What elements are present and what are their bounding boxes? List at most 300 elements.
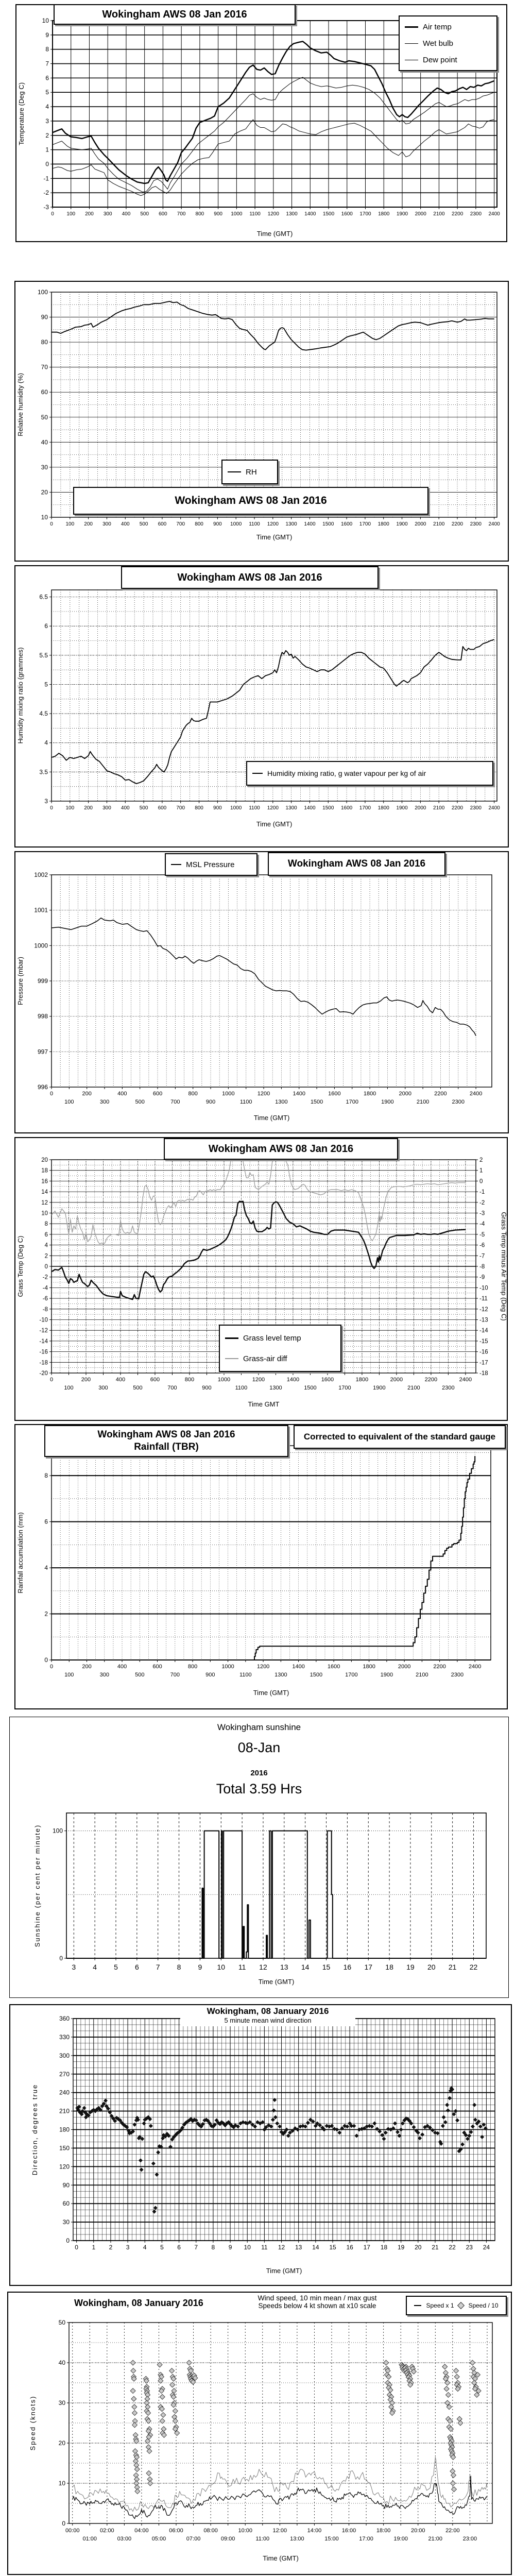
svg-text:1200: 1200 [267,805,279,811]
panel-mixing-ratio [14,565,509,848]
svg-text:1000: 1000 [222,1091,235,1097]
svg-text:400: 400 [121,805,130,811]
svg-text:9: 9 [198,1963,202,1971]
svg-text:2200: 2200 [451,521,464,527]
svg-text:21:00: 21:00 [428,2536,443,2542]
svg-text:2400: 2400 [488,521,500,527]
svg-text:Grass Temp (Deg C): Grass Temp (Deg C) [16,1235,24,1297]
svg-text:9: 9 [228,2244,232,2251]
svg-text:1900: 1900 [381,1099,394,1105]
svg-text:21: 21 [448,1963,457,1971]
rh-line-icon [228,471,241,472]
mixing-ratio-line-icon [252,773,263,774]
svg-text:18: 18 [385,1963,393,1971]
svg-text:4: 4 [143,2244,147,2251]
svg-text:6: 6 [44,1231,48,1238]
svg-text:30: 30 [41,463,48,471]
svg-text:1800: 1800 [377,521,389,527]
svg-text:Grass Temp minus Air Temp (Deg: Grass Temp minus Air Temp (Deg C) [500,1212,508,1321]
svg-text:2200: 2200 [434,1091,447,1097]
chart-title-line2: Rainfall (TBR) [134,1442,199,1452]
svg-text:0: 0 [49,1377,54,1383]
svg-text:-1: -1 [479,1189,485,1196]
svg-text:700: 700 [170,1672,180,1678]
svg-text:18: 18 [41,1167,48,1174]
svg-text:0: 0 [50,805,53,811]
svg-text:200: 200 [84,805,93,811]
svg-text:-11: -11 [479,1296,488,1302]
svg-text:-10: -10 [479,1285,488,1292]
svg-text:-9: -9 [479,1274,485,1281]
wind-direction-chart [10,2005,513,2287]
svg-text:11: 11 [261,2244,268,2251]
svg-text:-1: -1 [43,175,49,182]
svg-text:06:00: 06:00 [169,2528,183,2534]
svg-text:Time (GMT): Time (GMT) [263,2554,299,2562]
svg-text:-8: -8 [42,1306,48,1313]
svg-text:18: 18 [380,2244,388,2251]
svg-text:Time (GMT): Time (GMT) [258,1978,295,1986]
svg-text:1100: 1100 [249,521,260,527]
wind-speed-legend [406,2296,507,2315]
svg-text:300: 300 [102,805,111,811]
svg-text:500: 500 [135,1672,145,1678]
svg-text:9: 9 [45,31,49,39]
relative-humidity-chart [15,282,510,563]
svg-text:180: 180 [59,2126,70,2133]
svg-text:Time GMT: Time GMT [248,1400,280,1408]
svg-text:600: 600 [152,1664,162,1670]
svg-text:12:00: 12:00 [272,2528,287,2534]
svg-text:1900: 1900 [396,211,408,217]
svg-text:4: 4 [45,103,49,111]
svg-text:50: 50 [58,2319,65,2326]
svg-text:6: 6 [44,1518,48,1526]
mixing-ratio-chart [15,566,510,849]
chart-title: Wokingham AWS 08 Jan 2016 [177,571,322,583]
chart-title: Wokingham AWS 08 Jan 2016 [287,858,426,869]
panel-relative-humidity [14,281,509,562]
svg-text:1700: 1700 [338,1385,351,1391]
svg-text:15: 15 [322,1963,331,1971]
svg-text:500: 500 [135,1099,145,1105]
svg-text:Speed (knots): Speed (knots) [29,2395,37,2451]
svg-text:1100: 1100 [239,1672,252,1678]
svg-text:2300: 2300 [470,521,482,527]
panel-wind-speed [7,2292,512,2575]
legend-item-grass-level: Grass level temp [225,1334,335,1343]
svg-text:8: 8 [44,1472,48,1480]
svg-text:6: 6 [45,74,49,82]
svg-text:3: 3 [44,798,48,805]
svg-text:90: 90 [62,2181,70,2189]
svg-text:1600: 1600 [328,1091,341,1097]
svg-text:1400: 1400 [286,1377,300,1383]
svg-text:12: 12 [278,2244,285,2251]
svg-text:5: 5 [45,89,49,96]
svg-text:1200: 1200 [252,1377,265,1383]
svg-text:-2: -2 [42,1274,48,1281]
svg-text:1400: 1400 [304,521,316,527]
svg-text:1300: 1300 [285,805,297,811]
svg-text:6: 6 [134,1963,139,1971]
svg-text:30: 30 [58,2399,65,2406]
wind-speed-subtitles [235,2294,400,2310]
svg-text:-13: -13 [479,1317,488,1324]
svg-text:1200: 1200 [267,211,279,217]
svg-text:800: 800 [187,1664,198,1670]
svg-text:1000: 1000 [217,1377,231,1383]
svg-text:500: 500 [139,805,148,811]
svg-text:400: 400 [115,1377,126,1383]
svg-text:4: 4 [44,1564,48,1572]
svg-text:Pressure (mbar): Pressure (mbar) [16,957,24,1005]
svg-text:10:00: 10:00 [238,2528,252,2534]
svg-text:2400: 2400 [469,1091,483,1097]
svg-text:5: 5 [114,1963,118,1971]
svg-text:8: 8 [177,1963,181,1971]
svg-text:10: 10 [41,514,48,521]
svg-text:0: 0 [49,1664,54,1670]
svg-text:300: 300 [59,2052,70,2059]
panel-wind-direction [9,2004,512,2286]
svg-text:1000: 1000 [34,942,48,950]
svg-text:120: 120 [59,2163,70,2171]
svg-text:700: 700 [176,805,185,811]
svg-text:900: 900 [202,1385,212,1391]
svg-text:1000: 1000 [230,521,242,527]
svg-text:50: 50 [41,413,48,421]
svg-text:10: 10 [42,17,49,24]
svg-text:60: 60 [62,2200,70,2208]
svg-text:-15: -15 [479,1338,488,1345]
svg-text:18:00: 18:00 [376,2528,391,2534]
svg-text:300: 300 [102,521,111,527]
svg-text:1200: 1200 [256,1664,270,1670]
svg-text:2400: 2400 [488,211,500,217]
svg-text:100: 100 [65,521,75,527]
svg-text:-12: -12 [39,1328,48,1334]
svg-text:800: 800 [195,211,204,217]
svg-text:998: 998 [37,1012,48,1020]
svg-text:240: 240 [59,2089,70,2096]
svg-text:1700: 1700 [359,211,371,217]
svg-text:-10: -10 [39,1317,48,1324]
panel-sunshine [9,1717,509,1998]
svg-text:1000: 1000 [231,211,243,217]
svg-text:-4: -4 [42,1285,48,1292]
svg-text:1700: 1700 [359,805,371,811]
svg-text:0: 0 [49,1091,54,1097]
svg-text:1001: 1001 [34,906,48,914]
legend-item-grass-air-diff: Grass-air diff [225,1354,335,1363]
legend-item-wet-bulb: Wet bulb [405,39,491,48]
svg-text:600: 600 [152,1091,163,1097]
svg-text:1600: 1600 [340,521,353,527]
svg-text:360: 360 [59,2015,70,2022]
svg-text:Sunshine (per cent per minute): Sunshine (per cent per minute) [33,1824,41,1947]
svg-text:1500: 1500 [304,1385,317,1391]
svg-text:330: 330 [59,2033,70,2041]
svg-text:16: 16 [343,1963,352,1971]
speed-line-icon [414,2305,421,2306]
svg-text:20: 20 [41,1157,48,1163]
svg-text:20:00: 20:00 [410,2528,425,2534]
svg-text:3: 3 [45,117,49,125]
svg-text:16: 16 [346,2244,353,2251]
svg-text:Time (GMT): Time (GMT) [253,1689,289,1697]
svg-text:1700: 1700 [345,1672,358,1678]
svg-text:2300: 2300 [442,1385,455,1391]
svg-text:-16: -16 [479,1349,488,1355]
pressure-legend [165,853,258,876]
svg-text:08:00: 08:00 [203,2528,218,2534]
svg-text:0: 0 [44,1656,48,1664]
svg-text:19:00: 19:00 [393,2536,408,2542]
svg-text:1400: 1400 [304,805,316,811]
svg-text:8: 8 [211,2244,215,2251]
rainfall-title-box [44,1425,288,1457]
air-temp-line-icon [405,26,418,28]
svg-text:22: 22 [469,1963,478,1971]
svg-text:2100: 2100 [433,211,445,217]
svg-text:-20: -20 [39,1370,48,1377]
svg-text:200: 200 [84,521,93,527]
svg-text:14: 14 [41,1189,48,1196]
svg-text:02:00: 02:00 [100,2528,114,2534]
sunshine-chart [10,1717,509,1998]
svg-text:-7: -7 [479,1253,485,1260]
svg-text:100: 100 [66,211,76,217]
svg-text:3: 3 [126,2244,130,2251]
svg-text:4: 4 [93,1963,97,1971]
svg-text:12: 12 [259,1963,267,1971]
svg-text:0: 0 [45,160,49,168]
mixing-ratio-legend [246,761,493,786]
svg-text:00:00: 00:00 [65,2528,80,2534]
svg-text:200: 200 [85,211,94,217]
svg-text:800: 800 [195,805,203,811]
svg-text:1600: 1600 [340,805,353,811]
svg-text:8: 8 [44,1221,48,1228]
svg-text:-17: -17 [479,1360,488,1366]
svg-text:700: 700 [176,521,185,527]
svg-text:400: 400 [122,211,131,217]
svg-text:1900: 1900 [380,1672,393,1678]
svg-text:600: 600 [150,1377,160,1383]
chart-title-box [164,1138,398,1160]
svg-text:996: 996 [37,1083,48,1091]
svg-text:200: 200 [82,1091,92,1097]
svg-text:1300: 1300 [274,1672,287,1678]
svg-text:15: 15 [329,2244,336,2251]
svg-text:60: 60 [41,388,48,396]
svg-text:-8: -8 [479,1264,485,1270]
svg-text:19: 19 [397,2244,405,2251]
svg-text:80: 80 [41,338,48,346]
svg-text:400: 400 [121,521,130,527]
svg-text:Time (GMT): Time (GMT) [256,533,293,541]
svg-text:100: 100 [65,805,75,811]
svg-text:600: 600 [159,211,167,217]
svg-text:0: 0 [59,1955,63,1962]
svg-text:600: 600 [158,805,167,811]
svg-text:997: 997 [37,1048,48,1056]
svg-text:13:00: 13:00 [290,2536,304,2542]
chart-title-box [121,566,379,589]
svg-text:-2: -2 [479,1199,485,1206]
svg-text:2100: 2100 [433,805,445,811]
svg-text:800: 800 [195,521,203,527]
svg-text:21: 21 [432,2244,439,2251]
chart-title: Wokingham, 08 January 2016 [207,2006,329,2016]
svg-text:03:00: 03:00 [117,2536,132,2542]
legend-item-air-temp: Air temp [405,23,491,31]
svg-text:2200: 2200 [452,211,464,217]
svg-text:1300: 1300 [285,521,297,527]
sunshine-total: Total 3.59 Hrs [216,1781,302,1797]
svg-text:Rainfall accumulation (mm): Rainfall accumulation (mm) [16,1512,24,1594]
svg-text:-14: -14 [39,1338,48,1345]
svg-text:1200: 1200 [257,1091,270,1097]
svg-text:100: 100 [37,289,48,296]
svg-text:2200: 2200 [424,1377,438,1383]
chart-title-box [54,4,296,25]
grass-air-diff-line-icon [225,1358,238,1359]
svg-text:4.5: 4.5 [39,710,48,718]
legend-item-mixing-ratio: Humidity mixing ratio, g water vapour per kg of air [252,769,487,777]
svg-text:1100: 1100 [249,211,261,217]
svg-text:09:00: 09:00 [220,2536,235,2542]
svg-text:900: 900 [205,1099,216,1105]
svg-text:1: 1 [479,1167,483,1174]
svg-text:2200: 2200 [451,805,464,811]
svg-text:300: 300 [98,1385,108,1391]
svg-text:14: 14 [301,1963,310,1971]
svg-text:1800: 1800 [363,1091,376,1097]
svg-text:1900: 1900 [396,521,408,527]
svg-text:Time (GMT): Time (GMT) [266,2267,302,2275]
speed-diamond-icon [457,2302,465,2309]
svg-text:90: 90 [41,313,48,321]
rh-legend [221,460,278,484]
svg-text:400: 400 [117,1664,127,1670]
temperature-legend [399,15,497,71]
svg-text:30: 30 [62,2218,70,2226]
svg-text:2: 2 [44,1610,48,1618]
svg-text:05:00: 05:00 [151,2536,166,2542]
svg-text:16: 16 [41,1178,48,1185]
svg-text:Direction, degrees true: Direction, degrees true [31,2083,39,2176]
rainfall-note-box [294,1425,506,1449]
svg-text:1700: 1700 [359,521,371,527]
svg-text:70: 70 [41,363,48,371]
svg-text:17: 17 [363,2244,370,2251]
svg-text:1600: 1600 [321,1377,334,1383]
svg-text:500: 500 [139,521,148,527]
svg-text:1500: 1500 [322,211,335,217]
svg-text:900: 900 [214,211,222,217]
svg-text:200: 200 [82,1664,92,1670]
svg-text:1002: 1002 [34,871,48,878]
svg-text:6.5: 6.5 [39,593,48,601]
rainfall-chart [15,1425,509,1710]
svg-text:0: 0 [51,211,54,217]
grass-level-line-icon [225,1337,238,1339]
svg-text:1500: 1500 [310,1099,323,1105]
svg-text:4: 4 [44,1242,48,1249]
svg-text:3.5: 3.5 [39,768,48,776]
sunshine-year: 2016 [250,1769,268,1777]
svg-text:17: 17 [364,1963,373,1971]
svg-text:0: 0 [66,2237,70,2244]
svg-text:5: 5 [44,681,48,688]
legend-item-speed-x1: Speed x 1 [414,2302,454,2309]
msl-pressure-line-icon [171,864,181,865]
legend-item-msl-pressure: MSL Pressure [171,860,251,869]
svg-text:-6: -6 [42,1296,48,1302]
svg-text:300: 300 [103,211,112,217]
grass-legend [219,1325,341,1372]
svg-text:2: 2 [479,1157,483,1163]
svg-text:1100: 1100 [239,1099,252,1105]
chart-title-line1: Wokingham AWS 08 Jan 2016 [97,1429,235,1440]
svg-text:01:00: 01:00 [82,2536,97,2542]
wind-speed-chart [8,2293,513,2576]
panel-temperature [15,4,507,242]
svg-text:2300: 2300 [470,211,482,217]
svg-text:1800: 1800 [363,1664,375,1670]
chart-title: Wokingham AWS 08 Jan 2016 [102,8,247,20]
svg-text:2300: 2300 [470,805,482,811]
sunshine-date: 08-Jan [237,1740,281,1755]
svg-text:04:00: 04:00 [134,2528,149,2534]
svg-text:1400: 1400 [292,1664,305,1670]
svg-text:23: 23 [466,2244,473,2251]
svg-text:1300: 1300 [269,1385,282,1391]
svg-text:1600: 1600 [341,211,353,217]
svg-text:5.5: 5.5 [39,651,48,659]
svg-text:1800: 1800 [378,211,390,217]
chart-subtitle-2: Speeds below 4 kt shown at x10 scale [258,2302,376,2310]
svg-text:2000: 2000 [399,1091,411,1097]
svg-text:700: 700 [177,211,186,217]
chart-title-box [268,852,445,876]
svg-text:Humidity mixing ratio (grammes: Humidity mixing ratio (grammes) [16,647,24,744]
chart-subtitle: 5 minute mean wind direction [224,2016,312,2024]
svg-text:11: 11 [238,1963,246,1971]
svg-text:-4: -4 [479,1221,485,1228]
svg-text:1500: 1500 [322,521,334,527]
legend-item-rh: RH [228,468,272,477]
svg-text:1500: 1500 [322,805,334,811]
chart-title: Wokingham, 08 January 2016 [74,2298,203,2308]
svg-text:900: 900 [213,521,222,527]
svg-text:-5: -5 [479,1231,485,1238]
svg-text:2200: 2200 [433,1664,446,1670]
svg-text:2000: 2000 [415,211,426,217]
svg-text:100: 100 [64,1385,74,1391]
svg-text:2400: 2400 [468,1664,482,1670]
svg-text:13: 13 [295,2244,302,2251]
svg-text:2000: 2000 [415,521,426,527]
svg-text:1900: 1900 [373,1385,386,1391]
svg-text:-2: -2 [43,189,49,197]
svg-text:40: 40 [41,438,48,446]
svg-text:Relative humidity (%): Relative humidity (%) [16,373,24,436]
svg-text:2000: 2000 [398,1664,411,1670]
svg-text:100: 100 [64,1672,74,1678]
